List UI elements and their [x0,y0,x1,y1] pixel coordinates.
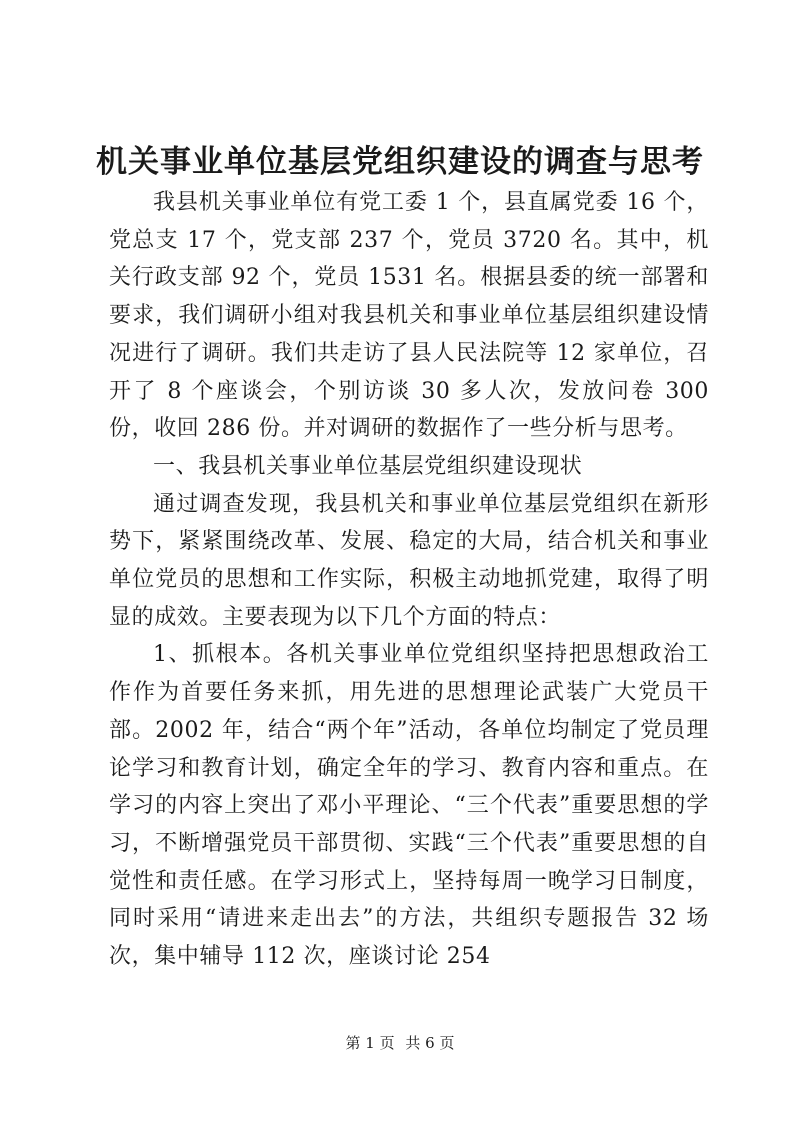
page-number: 第 1 页 [345,1034,395,1052]
document-body [109,184,709,976]
page-total: 共 6 页 [405,1034,455,1052]
page-footer [0,1033,800,1053]
document-title: 机关事业单位基层党组织建设的调查与思考 [96,144,704,180]
paragraph-intro: 我县机关事业单位有党工委 1 个，县直属党委 16 个，党总支 17 个，党支部 237 个，党员 3720 名。其中，机关行政支部 92 个，党员 1531 名。根据县委的统一部署和要求，我们调研小组对我县机关和事业单位基层组织建设情况进行了调研。我们共走访了县人民法院等 12 家单位，召开了 8 个座谈会，个别访谈 30 多人次，发放问卷 300 份，收回 286 份。并对调研的数据作了一些分析与思考。 [109,190,709,442]
section-heading-1: 一、我县机关事业单位基层党组织建设现状 [153,453,583,479]
paragraph-findings: 通过调查发现，我县机关和事业单位基层党组织在新形势下，紧紧围绕改革、发展、稳定的大局，结合机关和事业单位党员的思想和工作实际，积极主动地抓党建，取得了明显的成效。主要表现为以下几个方面的特点： [109,491,709,630]
paragraph-point-1: 1、抓根本。各机关事业单位党组织坚持把思想政治工作作为首要任务来抓，用先进的思想理论武装广大党员干部。2002 年，结合“两个年”活动，各单位均制定了党员理论学习和教育计划，确定全年的学习、教育内容和重点。在学习的内容上突出了邓小平理论、“三个代表”重要思想的学习，不断增强党员干部贯彻、实践“三个代表”重要思想的自觉性和责任感。在学习形式上，坚持每周一晚学习日制度，同时采用“请进来走出去”的方法，共组织专题报告 32 场次，集中辅导 112 次，座谈讨论 254 [109,642,709,970]
